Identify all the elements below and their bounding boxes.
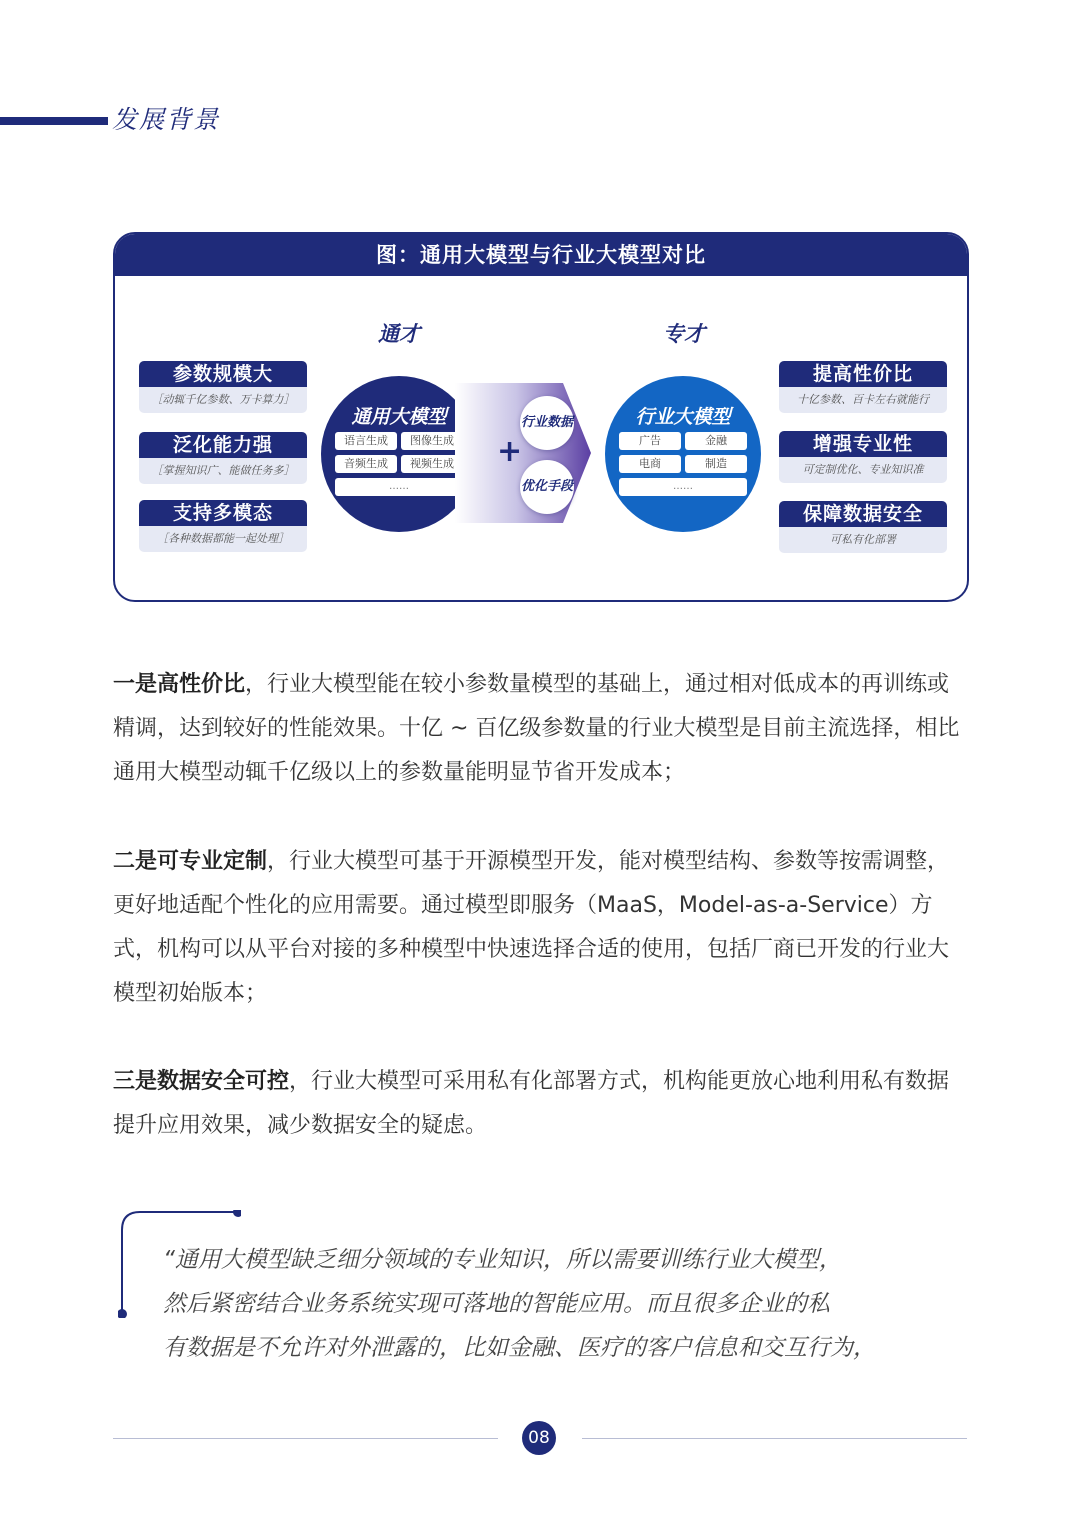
figure-title: 图：通用大模型与行业大模型对比	[115, 234, 967, 276]
chip: 电商	[619, 455, 681, 473]
general-model-circle	[321, 376, 477, 532]
chip: 广告	[619, 432, 681, 450]
tag-subtitle: ［各种数据都能一起处理］	[139, 526, 307, 552]
tag-title: 泛化能力强	[139, 432, 307, 458]
chip: 金融	[685, 432, 747, 450]
right-tag-security	[779, 501, 947, 553]
paragraph-lead: 一是高性价比	[113, 672, 246, 697]
chip-more: ……	[335, 478, 463, 496]
tag-title: 增强专业性	[779, 431, 947, 457]
tag-title: 支持多模态	[139, 500, 307, 526]
industry-model-circle	[605, 376, 761, 532]
header-accent-bar	[0, 117, 108, 125]
quote-line: 然后紧密结合业务系统实现可落地的智能应用。而且很多企业的私	[163, 1291, 830, 1317]
specialist-label: 专才	[663, 322, 705, 346]
right-tag-cost	[779, 361, 947, 413]
tag-subtitle: 十亿参数、百卡左右就能行	[779, 387, 947, 413]
quote-block	[163, 1238, 953, 1370]
paragraph-text: ，行业大模型可采用私有化部署方式，机构能更放心地利用私有数据提升应用效果，减少数据安全的疑虑。	[113, 1069, 950, 1138]
paragraph-lead: 二是可专业定制	[113, 849, 268, 874]
paragraph-text: ，行业大模型能在较小参数量模型的基础上，通过相对低成本的再训练或精调，达到较好的性能效果。十亿 ~ 百亿级参数量的行业大模型是目前主流选择，相比通用大模型动辄千亿级以上的参数量能明显节省开发成本；	[113, 672, 960, 785]
industry-data-bubble: 行业数据	[520, 396, 574, 450]
plus-icon: +	[497, 434, 523, 469]
footer-divider-left	[113, 1438, 498, 1439]
chip: 图像生成	[401, 432, 463, 450]
left-tag-params	[139, 361, 307, 413]
industry-model-chips	[619, 432, 747, 501]
paragraph-customizable	[113, 840, 969, 1016]
chip: 音频生成	[335, 455, 397, 473]
general-model-chips	[335, 432, 463, 501]
left-tag-generalization	[139, 432, 307, 484]
tag-title: 提高性价比	[779, 361, 947, 387]
tag-subtitle: ［动辄千亿参数、万卡算力］	[139, 387, 307, 413]
quote-line: “通用大模型缺乏细分领域的专业知识，所以需要训练行业大模型，	[163, 1247, 842, 1273]
chip: 语言生成	[335, 432, 397, 450]
footer-divider-right	[582, 1438, 967, 1439]
paragraph-lead: 三是数据安全可控	[113, 1069, 290, 1094]
paragraph-text: ，行业大模型可基于开源模型开发，能对模型结构、参数等按需调整，更好地适配个性化的应用需要。通过模型即服务（MaaS，Model-as-a-Service）方式，机构可以从平台对接的多种模型中快速选择合适的使用，包括厂商已开发的行业大模型初始版本；	[113, 849, 950, 1006]
tag-subtitle: 可定制优化、专业知识准	[779, 457, 947, 483]
page-number: 08	[522, 1421, 556, 1455]
section-title: 发展背景	[112, 105, 221, 134]
generalist-label: 通才	[378, 322, 420, 346]
tag-subtitle: ［掌握知识广、能做任务多］	[139, 458, 307, 484]
paragraph-data-security	[113, 1060, 969, 1148]
tag-subtitle: 可私有化部署	[779, 527, 947, 553]
quote-line: 有数据是不允许对外泄露的，比如金融、医疗的客户信息和交互行为，	[163, 1335, 876, 1361]
arrow-shape	[455, 383, 591, 523]
right-tag-professional	[779, 431, 947, 483]
chip-more: ……	[619, 478, 747, 496]
chip: 视频生成	[401, 455, 463, 473]
left-tag-multimodal	[139, 500, 307, 552]
chip: 制造	[685, 455, 747, 473]
general-model-title: 通用大模型	[351, 406, 447, 428]
tag-title: 参数规模大	[139, 361, 307, 387]
industry-model-title: 行业大模型	[635, 406, 731, 428]
optimization-bubble: 优化手段	[520, 460, 574, 514]
paragraph-cost-effective	[113, 663, 969, 795]
comparison-figure	[113, 232, 969, 602]
tag-title: 保障数据安全	[779, 501, 947, 527]
